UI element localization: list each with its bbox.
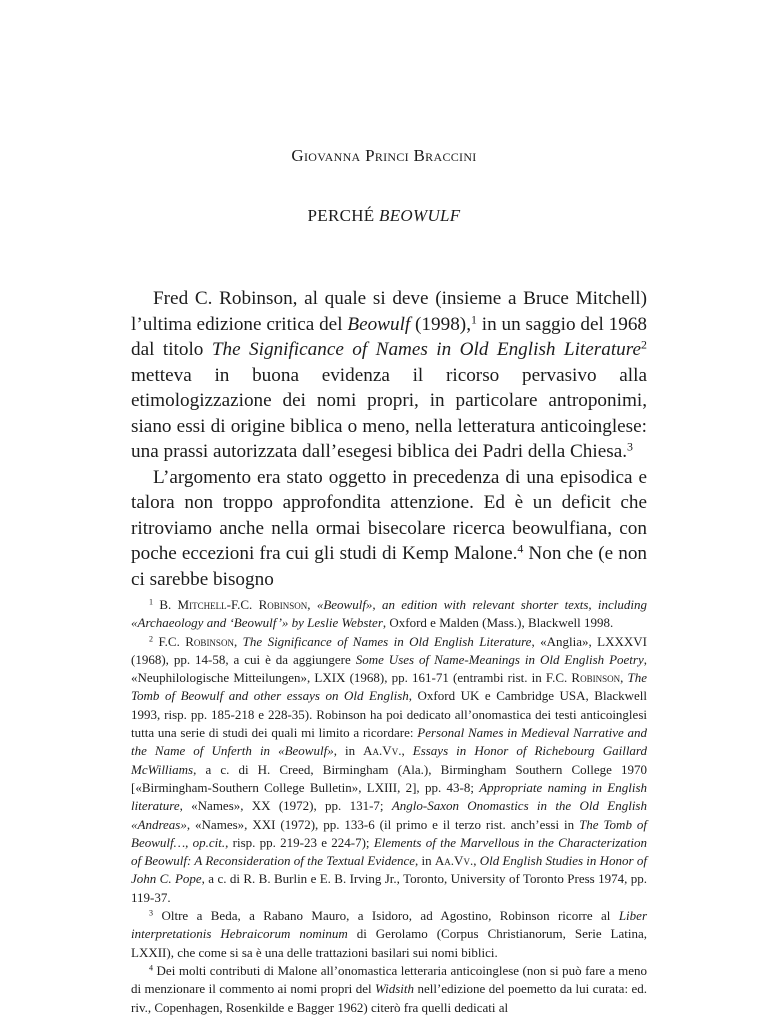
footnote-1: $^1$ B. Mitchell-F.C. Robinson, «Beowulf», an edition with relevant shorter texts, including «Archaeology and ‘Beowulf’» by Leslie Webster, Oxford e Malden (Mass.), Blackwell 1998. — [131, 597, 648, 631]
footnote-2: $^2$ F.C. Robinson, The Significance of Names in Old English Literature, «Anglia», LXXXVI (1968), pp. 14-58, a cui è da aggiungere Some Uses of Name-Meanings in Old English Poetry, «Neuphilologische Mitteilungen», LXIX (1968), pp. 161-71 (entrambi rist. in F.C. Robinson, The Tomb of Beowulf and other essays on Old English, Oxford UK e Cambridge USA, Blackwell 1993, risp. pp. 185-218 e 228-35). Robinson ha poi dedicato all’onomastica dei testi anticoinglesi tutta una serie di studi dei quali mi limito a ricordare: Personal Names in Medieval Narrative and the Name of Unferth in «Beowulf», in Aa.Vv., Essays in Honor of Richebourg Gaillard McWilliams, a c. di H. Creed, Birmingham (Ala.), Birmingham Southern College 1970 [«Birmingham-Southern College Bulletin», LXIII, 2], pp. 43-8; Appropriate naming in English literature, «Names», XX (1972), pp. 131-7; Anglo-Saxon Onomastics in the Old English «Andreas», «Names», XXI (1972), pp. 133-6 (il primo e il terzo rist. anch’essi in The Tomb of Beowulf…, op.cit., risp. pp. 219-23 e 224-7); Elements of the Marvellous in the Characterization of Beowulf: A Reconsideration of the Textual Evidence, in Aa.Vv., Old English Studies in Honor of John C. Pope, a c. di R. B. Burlin e E. B. Irving Jr., Toronto, University of Toronto Press 1974, pp. 119-37. — [131, 633, 648, 905]
title-prefix: PERCHÉ — [307, 206, 380, 225]
footnote-number: 1 — [149, 597, 154, 607]
title-italic: BEOWULF — [379, 206, 461, 225]
footnote-number: 4 — [149, 963, 154, 973]
article-title — [0, 206, 768, 226]
paragraph-2: L’argomento era stato oggetto in precedenza di una episodica e talora non troppo approfondita attenzione. Ed è un deficit che ritroviamo anche nella ormai bisecolare ricerca beowulfiana, con poche eccezioni fra cui gli studi di Kemp Malone.$^4$ Non che (e non ci sarebbe bisogno — [131, 466, 648, 590]
author-name: Giovanna Princi Braccini — [291, 146, 477, 165]
footnote-number: 3 — [149, 908, 154, 918]
body-text — [131, 286, 647, 592]
footnote-4: $^4$ Dei molti contributi di Malone all’onomastica letteraria anticoinglese (non si può fare a meno di menzionare il commento ai nomi propri del Widsith nell’edizione del poemetto da lui curata: ed. riv., Copenhagen, Rosenkilde e Bagger 1962) citerò fra quelli dedicati al — [131, 962, 647, 1015]
footnote-ref-1[interactable]: 1 — [471, 311, 477, 326]
footnote-3: $^3$ Oltre a Beda, a Rabano Mauro, a Isidoro, ad Agostino, Robinson ricorre al Liber interpretationis Hebraicorum nominum di Gerolamo (Corpus Christianorum, Serie Latina, LXXII), che come si sa è una delle trattazioni basilari sui nomi biblici. — [131, 908, 647, 960]
footnote-ref-3[interactable]: 3 — [627, 439, 633, 454]
footnotes — [131, 596, 647, 1017]
footnote-ref-4[interactable]: 4 — [517, 541, 524, 556]
footnote-number: 2 — [149, 634, 154, 644]
paragraph-1: Fred C. Robinson, al quale si deve (insieme a Bruce Mitchell) l’ultima edizione critica del Beowulf (1998),$^1$ in un saggio del 1968 dal titolo The Significance of Names in Old English Literature$^2$ metteva in buona evidenza il ricorso pervasivo alla etimologizzazione dei nomi propri, in particolare antroponimi, siano essi di origine biblica o meno, nella letteratura anticoinglese: una prassi autorizzata dall’esegesi biblica dei Padri della Chiesa.$^3$ — [131, 288, 648, 462]
footnote-ref-2[interactable]: 2 — [641, 337, 647, 352]
